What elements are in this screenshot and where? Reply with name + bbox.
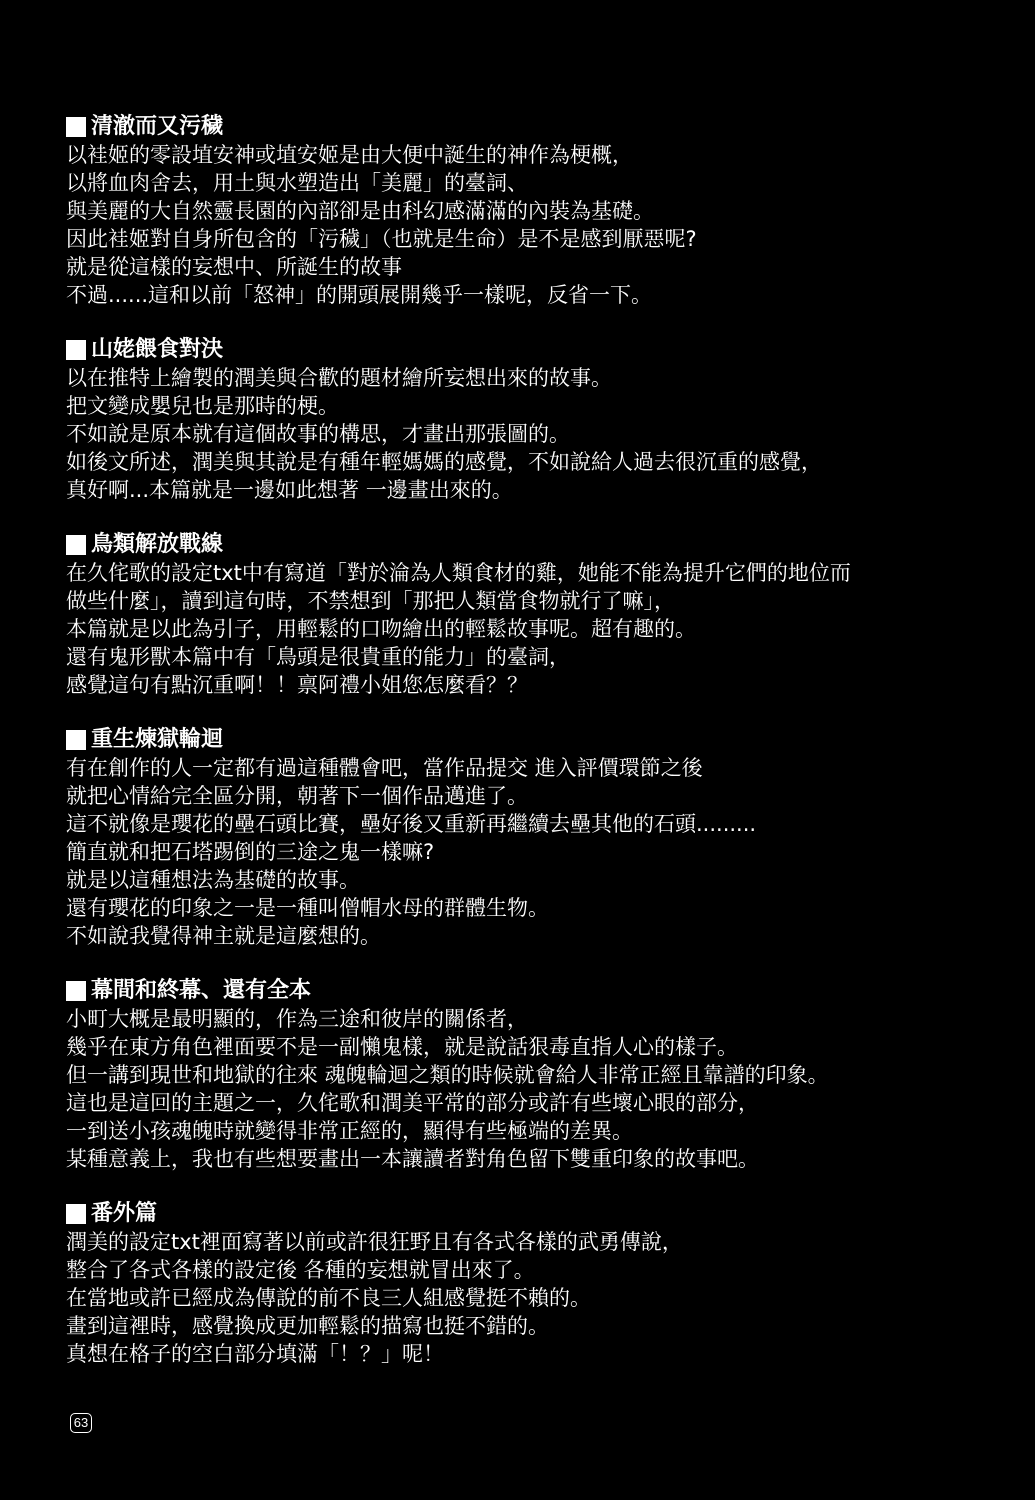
page-number: 63: [70, 1413, 92, 1433]
section-title-text: 幕間和終幕、還有全本: [91, 978, 312, 1003]
text-line: 小町大概是最明顯的，作為三途和彼岸的關係者，: [66, 1007, 528, 1031]
section-3: [66, 531, 1006, 699]
text-line: 畫到這裡時，感覺換成更加輕鬆的描寫也挺不錯的。: [66, 1314, 549, 1338]
text-line: 與美麗的大自然靈長園的內部卻是由科幻感滿滿的內裝為基礎。: [66, 199, 654, 223]
text-line: 潤美的設定txt裡面寫著以前或許很狂野且有各式各樣的武勇傳說，: [66, 1230, 683, 1254]
text-line: 感覺這句有點沉重啊！！禀阿禮小姐您怎麼看？？: [66, 673, 528, 697]
section-1: [66, 113, 1006, 309]
section-title-text: 番外篇: [91, 1201, 158, 1226]
section-heading: [66, 726, 1006, 754]
text-line: 不如說我覺得神主就是這麼想的。: [66, 924, 381, 948]
afterword-content: [66, 113, 1006, 1395]
text-line: 還有鬼形獸本篇中有「鳥頭是很貴重的能力」的臺詞，: [66, 645, 570, 669]
section-title-text: 山姥餵食對決: [91, 337, 224, 362]
section-2: [66, 336, 1006, 504]
text-line: 幾乎在東方角色裡面要不是一副懶鬼樣，就是說話狠毒直指人心的樣子。: [66, 1035, 738, 1059]
square-bullet-icon: [66, 340, 86, 360]
section-title-text: 重生煉獄輪迴: [91, 727, 224, 752]
square-bullet-icon: [66, 117, 86, 137]
text-line: 本篇就是以此為引子，用輕鬆的口吻繪出的輕鬆故事呢。超有趣的。: [66, 617, 696, 641]
text-line: 在久侘歌的設定txt中有寫道「對於淪為人類食材的雞，她能不能為提升它們的地位而: [66, 561, 851, 585]
square-bullet-icon: [66, 730, 86, 750]
text-line: 這也是這回的主題之一，久侘歌和潤美平常的部分或許有些壞心眼的部分，: [66, 1091, 759, 1115]
section-6: [66, 1200, 1006, 1368]
section-heading: [66, 977, 1006, 1005]
text-line: 因此袿姬對自身所包含的「污穢」（也就是生命）是不是感到厭惡呢?: [66, 227, 697, 251]
section-title-text: 鳥類解放戰線: [91, 532, 224, 557]
text-line: 就把心情給完全區分開，朝著下一個作品邁進了。: [66, 784, 528, 808]
section-heading: [66, 1200, 1006, 1228]
text-line: 就是以這種想法為基礎的故事。: [66, 868, 360, 892]
text-line: 把文變成嬰兒也是那時的梗。: [66, 394, 339, 418]
section-4: [66, 726, 1006, 950]
text-line: 以在推特上繪製的潤美與合歡的題材繪所妄想出來的故事。: [66, 366, 612, 390]
text-line: 某種意義上，我也有些想要畫出一本讓讀者對角色留下雙重印象的故事吧。: [66, 1147, 759, 1171]
square-bullet-icon: [66, 535, 86, 555]
text-line: 簡直就和把石塔踢倒的三途之鬼一樣嘛?: [66, 840, 435, 864]
text-line: 一到送小孩魂魄時就變得非常正經的，顯得有些極端的差異。: [66, 1119, 633, 1143]
text-line: 這不就像是瓔花的壘石頭比賽，壘好後又重新再繼續去壘其他的石頭.........: [66, 812, 757, 836]
text-line: 整合了各式各樣的設定後 各種的妄想就冒出來了。: [66, 1258, 535, 1282]
text-line: 在當地或許已經成為傳說的前不良三人組感覺挺不賴的。: [66, 1286, 591, 1310]
text-line: 不如說是原本就有這個故事的構思，才畫出那張圖的。: [66, 422, 570, 446]
text-line: 真好啊...本篇就是一邊如此想著 一邊畫出來的。: [66, 478, 513, 502]
text-line: 真想在格子的空白部分填滿「！？」呢！: [66, 1342, 444, 1366]
text-line: 有在創作的人一定都有過這種體會吧，當作品提交 進入評價環節之後: [66, 756, 703, 780]
text-line: 還有瓔花的印象之一是一種叫僧帽水母的群體生物。: [66, 896, 549, 920]
section-heading: [66, 336, 1006, 364]
section-5: [66, 977, 1006, 1173]
square-bullet-icon: [66, 1204, 86, 1224]
text-line: 不過......這和以前「怒神」的開頭展開幾乎一樣呢，反省一下。: [66, 283, 653, 307]
text-line: 就是從這樣的妄想中、所誕生的故事: [66, 255, 402, 279]
text-line: 以將血肉舍去，用土與水塑造出「美麗」的臺詞、: [66, 171, 528, 195]
section-heading: [66, 531, 1006, 559]
text-line: 做些什麼」，讀到這句時，不禁想到「那把人類當食物就行了嘛」，: [66, 589, 675, 613]
text-line: 但一講到現世和地獄的往來 魂魄輪迴之類的時候就會給人非常正經且靠譜的印象。: [66, 1063, 829, 1087]
section-title-text: 清澈而又污穢: [91, 114, 224, 139]
text-line: 如後文所述，潤美與其說是有種年輕媽媽的感覺，不如說給人過去很沉重的感覺，: [66, 450, 822, 474]
square-bullet-icon: [66, 981, 86, 1001]
section-heading: [66, 113, 1006, 141]
text-line: 以袿姬的零設埴安神或埴安姬是由大便中誕生的神作為梗概，: [66, 143, 633, 167]
